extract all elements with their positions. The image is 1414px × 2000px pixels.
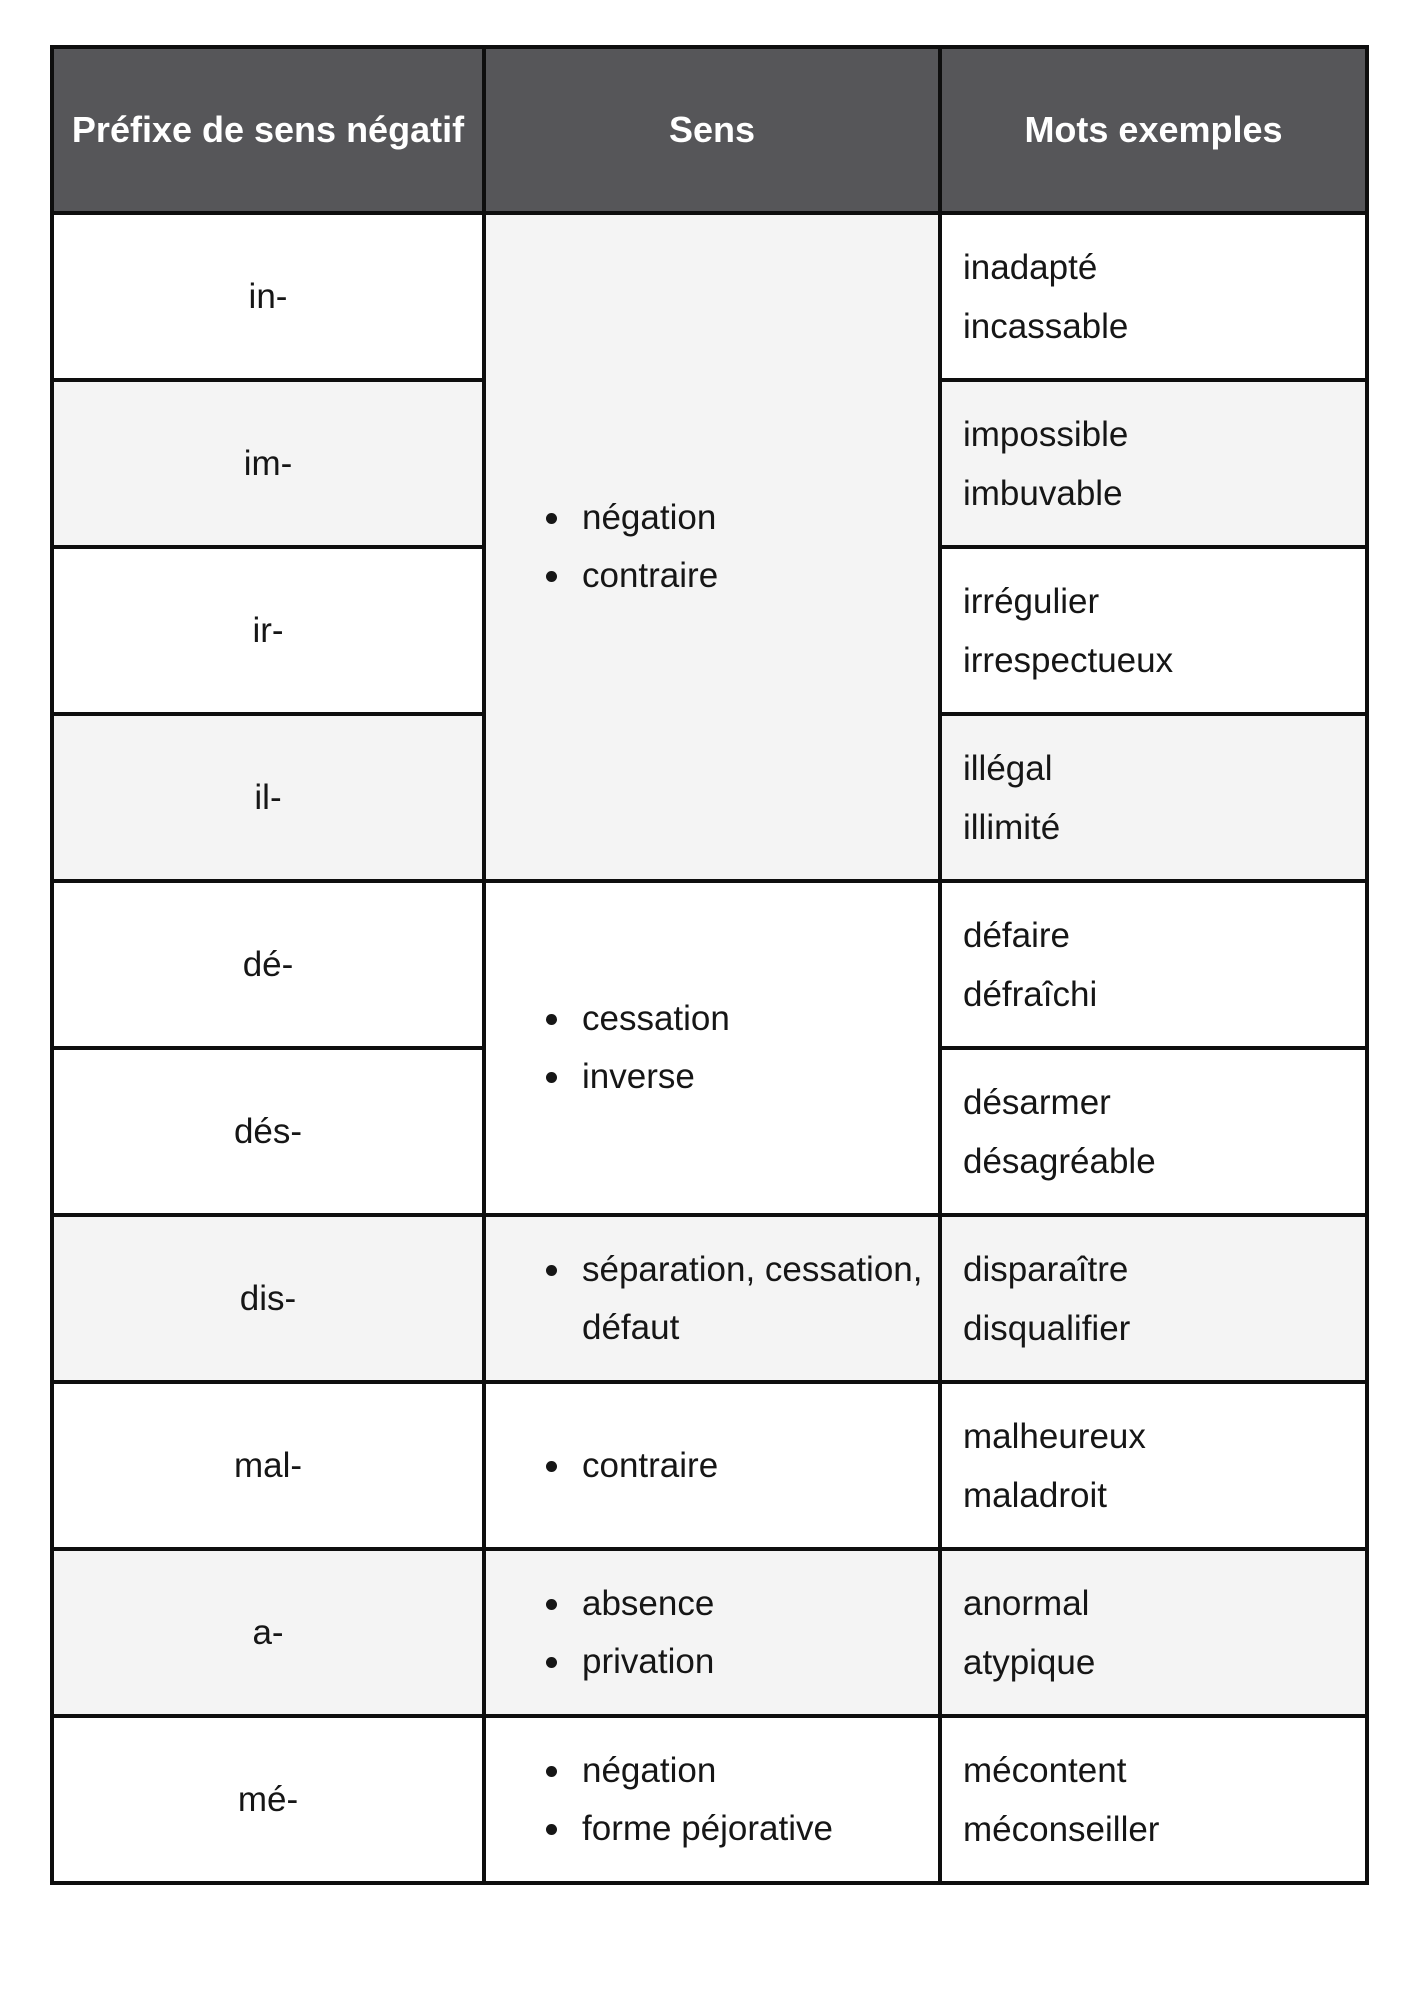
bullet-icon <box>546 1461 557 1472</box>
example-word: désagréable <box>963 1141 1156 1181</box>
header-cell-examples: Mots exemples <box>940 47 1367 213</box>
bullet-icon <box>546 1766 557 1777</box>
sens-bullet-list <box>546 489 926 605</box>
bullet-icon <box>546 1824 557 1835</box>
sens-item <box>546 1800 926 1858</box>
examples-cell <box>940 1716 1367 1883</box>
header-cell-prefix: Préfixe de sens négatif <box>52 47 484 213</box>
sens-item <box>546 1048 926 1106</box>
sens-bullet-list <box>546 1241 926 1357</box>
example-word: désarmer <box>963 1082 1111 1122</box>
example-word: inadapté <box>963 247 1098 287</box>
sens-item-label: négation <box>582 1750 717 1790</box>
table-row <box>52 1382 1367 1549</box>
bullet-icon <box>546 513 557 524</box>
sens-item <box>546 1633 926 1691</box>
examples-cell <box>940 1215 1367 1382</box>
example-word: mécontent <box>963 1750 1127 1790</box>
sens-item-label: séparation, cessation, défaut <box>582 1249 923 1347</box>
examples-cell <box>940 213 1367 380</box>
prefix-cell: a- <box>52 1549 484 1716</box>
examples-cell <box>940 1382 1367 1549</box>
sens-bullet-list <box>546 1437 926 1495</box>
sens-item <box>546 1437 926 1495</box>
prefix-cell: im- <box>52 380 484 547</box>
sens-item-label: inverse <box>582 1057 695 1096</box>
example-word: malheureux <box>963 1416 1146 1456</box>
example-word: défraîchi <box>963 974 1098 1014</box>
bullet-icon <box>546 1599 557 1610</box>
prefix-cell: in- <box>52 213 484 380</box>
table-row <box>52 881 1367 1048</box>
table-row <box>52 1549 1367 1716</box>
example-word: imbuvable <box>963 473 1123 513</box>
sens-item <box>546 1241 926 1357</box>
examples-cell <box>940 1549 1367 1716</box>
sens-item <box>546 489 926 547</box>
examples-cell <box>940 881 1367 1048</box>
sens-cell <box>484 213 940 881</box>
example-word: disparaître <box>963 1249 1129 1289</box>
example-word: illégal <box>963 748 1053 788</box>
sens-item-label: contraire <box>582 556 719 595</box>
sens-item <box>546 1575 926 1633</box>
example-word: atypique <box>963 1642 1096 1682</box>
examples-cell <box>940 1048 1367 1215</box>
examples-cell <box>940 547 1367 714</box>
sens-item <box>546 990 926 1048</box>
sens-cell <box>484 1549 940 1716</box>
sens-item <box>546 1742 926 1800</box>
example-word: irrégulier <box>963 581 1100 621</box>
prefix-cell: ir- <box>52 547 484 714</box>
example-word: disqualifier <box>963 1308 1131 1348</box>
example-word: défaire <box>963 915 1071 955</box>
example-word: méconseiller <box>963 1809 1160 1849</box>
bullet-icon <box>546 1657 557 1668</box>
bullet-icon <box>546 1072 557 1083</box>
sens-bullet-list <box>546 1742 926 1858</box>
examples-cell <box>940 714 1367 881</box>
example-word: impossible <box>963 414 1129 454</box>
bullet-icon <box>546 1265 557 1276</box>
negative-prefix-table <box>50 45 1369 1885</box>
table-row <box>52 1215 1367 1382</box>
prefix-cell: dé- <box>52 881 484 1048</box>
bullet-icon <box>546 1014 557 1025</box>
sens-item-label: forme péjorative <box>582 1808 833 1848</box>
prefix-cell: dés- <box>52 1048 484 1215</box>
sens-item-label: cessation <box>582 999 730 1038</box>
sens-item-label: contraire <box>582 1445 719 1485</box>
sens-cell <box>484 1716 940 1883</box>
example-word: anormal <box>963 1583 1090 1623</box>
header-row <box>52 47 1367 213</box>
examples-cell <box>940 380 1367 547</box>
prefix-cell: il- <box>52 714 484 881</box>
sens-bullet-list <box>546 1575 926 1691</box>
sens-cell <box>484 881 940 1215</box>
sens-item-label: privation <box>582 1641 715 1681</box>
bullet-icon <box>546 571 557 582</box>
sens-cell <box>484 1215 940 1382</box>
sens-cell <box>484 1382 940 1549</box>
example-word: incassable <box>963 306 1129 346</box>
sens-item-label: absence <box>582 1583 715 1623</box>
example-word: irrespectueux <box>963 640 1174 680</box>
sens-item-label: négation <box>582 498 717 537</box>
prefix-cell: mé- <box>52 1716 484 1883</box>
sens-item <box>546 547 926 605</box>
prefix-cell: dis- <box>52 1215 484 1382</box>
table-row <box>52 1716 1367 1883</box>
header-cell-sens: Sens <box>484 47 940 213</box>
sens-bullet-list <box>546 990 926 1106</box>
prefix-cell: mal- <box>52 1382 484 1549</box>
example-word: illimité <box>963 807 1061 847</box>
table-row <box>52 213 1367 380</box>
example-word: maladroit <box>963 1475 1107 1515</box>
